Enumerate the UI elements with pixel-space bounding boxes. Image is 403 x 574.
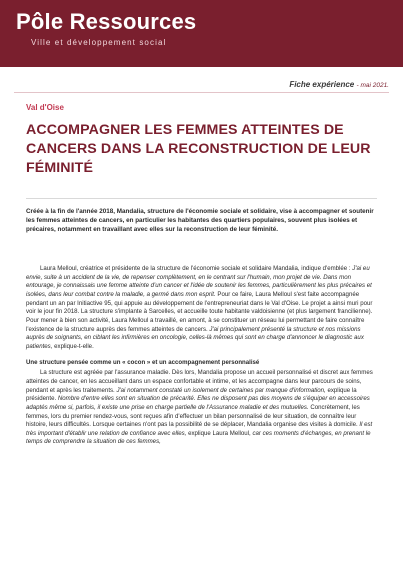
publication-date: - mai 2021. (356, 82, 389, 89)
paragraph (26, 369, 378, 447)
quote-run: J'ai notamment constaté un isolement de certaines par manque d'information, (116, 386, 326, 394)
quote-run: Il est très important d'établir une relation de confiance avec elles, (26, 421, 373, 437)
article-body (26, 265, 378, 454)
divider (26, 198, 377, 199)
quote-run: car ces moments d'échanges, en prenant le temps de comprendre la situation de ces femmes, (26, 429, 371, 446)
fiche-label: Fiche expérience (289, 80, 355, 89)
text-run: explique Laura Melloul, (186, 429, 253, 437)
logo-subtitle: Ville et développement social (31, 38, 167, 47)
text-run: La structure est agréée par l'assurance maladie. Dès lors, Mandalia propose un accueil personnalisé et discret aux femmes atteintes de cancer, en les accueillant dans un espace confortable et intime, et les accompagne dans leur parcours de soins, pendant et après les traitements. (26, 369, 373, 394)
region-label: Val d'Oise (26, 103, 64, 112)
quote-run: J'ai eu envie, suite à un accident de la vie, de repenser complètement, en le centrant sur l'humain, mon projet de vie. Dans mon entourage, je connaissais une femme atteinte d'un cancer et l'idée de soutenir les femmes, particulièrement les plus précaires et isolées, dans leur combat contre la maladie, a germé dans mon esprit. (26, 265, 372, 298)
section-heading: Une structure pensée comme un « cocon » et un accompagnement personnalisé (26, 358, 260, 366)
text-run: Pour ce faire, Laura Melloul s'est faite accompagnée pendant un an par Initiactive 95, qui appuie au développement de l'entrepreneuriat dans le Val d'Oise. Le projet a ainsi muri pour voir le jour fin 2018. La structure s'implante à Sarcelles, et accueille toute habitante valdoisienne (et plus largement francilienne). Pour mener à bien son activité, Laura Melloul a travaillé, en amont, à se constituer un réseau lui permettant de faire connaître l'existence de la structure auprès des femmes atteintes de cancers. (26, 290, 373, 333)
quote-run: Nombre d'entre elles sont en situation de précarité. Elles ne disposent pas des moyens de s'équiper en accessoires adaptés même si, parfois, il existe une prise en charge partielle de l'Assurance maladie et des mutuelles. (26, 395, 370, 411)
text-run: explique la présidente. (26, 386, 357, 403)
header-banner (0, 0, 403, 67)
lead-paragraph: Créée à la fin de l'année 2018, Mandalia, structure de l'économie sociale et solidaire, vise à accompagner et soutenir les femmes atteintes de cancers, en particulier les habitantes des quartiers populaires, souvent plus isolées et précaires, notamment en travaillant avec elles sur la reconstruction de leur féminité. (26, 208, 374, 233)
document-type (289, 80, 389, 91)
text-run: explique-t-elle. (52, 342, 94, 350)
divider (14, 92, 389, 93)
text-run: Concrètement, les femmes, lors du premier rendez-vous, sont reçues afin d'effectuer un bilan personnalisé de leur situation, de connaître leur histoire, leurs difficultés. Lorsque certaines n'ont pas la possibilité de se déplacer, Mandalia organise des visites à domicile. (26, 403, 360, 429)
logo-title: Pôle Ressources (16, 9, 197, 34)
page-title: ACCOMPAGNER LES FEMMES ATTEINTES DE CANCERS DANS LA RECONSTRUCTION DE LEUR FÉMINITÉ (26, 122, 371, 176)
text-run: Laura Melloul, créatrice et présidente de la structure de l'économie sociale et solidaire Mandalia, indique d'emblée : (40, 265, 353, 272)
quote-run: J'ai principalement présenté la structure et nos missions auprès de soignants, en ciblant les infirmières en oncologie, celles-là mêmes qui sont en charge d'annoncer le diagnostic aux patientes, (26, 325, 364, 350)
paragraph (26, 265, 378, 352)
